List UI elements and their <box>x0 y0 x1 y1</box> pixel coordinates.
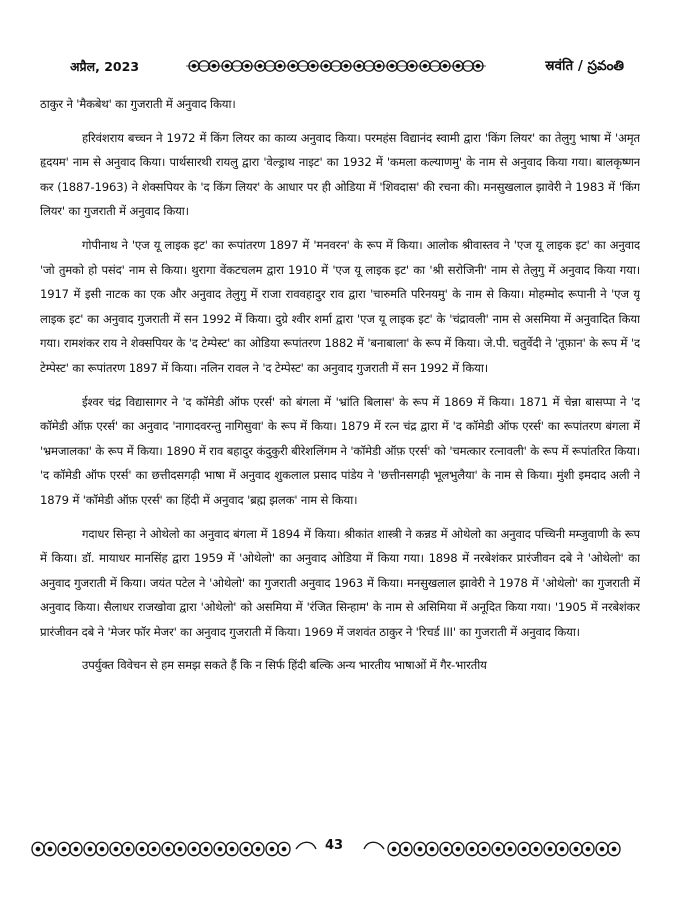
paragraph: ठाकुर ने 'मैकबेथ' का गुजराती में अनुवाद किया। <box>40 97 236 111</box>
page-number: 43 <box>325 838 344 853</box>
article-body <box>40 92 640 812</box>
issue-date: अप्रैल, 2023 <box>70 59 140 74</box>
header-ornament-border <box>186 56 486 76</box>
paragraph: हरिवंशराय बच्चन ने 1972 में किंग लियर का काव्य अनुवाद किया। परमहंस विद्यानंद स्वामी द्वारा 'किंग लियर' का तेलुगु भाषा में 'अमृत हृदयम' नाम से अनुवाद किया। पार्थसारथी रायलु द्वारा 'वेल्ड्राथ नाइट' का 1932 में 'कमला कल्याणमु' के नाम से अनुवाद किया गया। बालकृष्णन कर (1887-1963) ने शेक्सपियर के 'द किंग लियर' के आधार पर ही ओडिया में 'शिवदास' की रचना की। मनसुखलाल झावेरी ने 1983 में 'किंग लियर' का गुजराती में अनुवाद किया। <box>40 130 640 219</box>
footer-ornament-left <box>30 834 320 864</box>
paragraph: गदाधर सिन्हा ने ओथेलो का अनुवाद बंगला में 1894 में किया। श्रीकांत शास्त्री ने कन्नड में ओथेलो का अनुवाद पच्चिनी मम्जुवाणी के रूप में किया। डॉ. मायाधर मानसिंह द्वारा 1959 में 'ओथेलो' का अनुवाद ओडिया में किया गया। 1898 में नरबेशंकर प्रारंजीवन दबे ने 'ओथेलो' का अनुवाद गुजराती में किया। जयंत पटेल ने 'ओथेलो' का गुजराती अनुवाद 1963 में किया। मनसुखलाल झावेरी ने 1978 में 'ओथेलो' का गुजराती में अनुवाद किया। सैलाधर राजखोवा द्वारा 'ओथेलो' को असमिया में 'रंजित सिन्हाम' के नाम से असिमिया में अनूदित किया गया। '1905 में नरबेशंकर प्रारंजीवन दबे ने 'मेजर फॉर मेजर' का अनुवाद गुजराती में किया। 1969 में जशवंत ठाकुर ने 'रिचर्ड III' का गुजराती में अनुवाद किया। <box>40 526 640 639</box>
page-footer <box>0 832 680 872</box>
paragraph: गोपीनाथ ने 'एज यू लाइक इट' का रूपांतरण 1897 में 'मनवरन' के रूप में किया। आलोक श्रीवास्तव ने 'एज यू लाइक इट' का अनुवाद 'जो तुमको हो पसंद' नाम से किया। थुरागा वेंकटचलम द्वारा 1910 में 'एज यू लाइक इट' का 'श्री सरोजिनी' नाम से तेलुगु में अनुवाद किया गया। 1917 में इसी नाटक का एक और अनुवाद तेलुगु में राजा राववहादुर राव द्वारा 'चारुमति परिनयमु' के नाम से किया। मोहम्मोद रूपानी ने 'एज यू लाइक इट' का अनुवाद गुजराती में सन 1992 में किया। दुग्रे श्वीर शर्मा द्वारा 'एज यू लाइक इट' के 'चंद्रावली' नाम से असमिया में अनुवादित किया गया। रामशंकर राय ने शेक्सपियर के 'द टेम्पेस्ट' का ओडिया रूपांतरण 1882 में 'बनाबाला' के रूप में किया। जे.पी. चतुर्वेदी ने 'तूफ़ान' के रूप में 'द टेम्पेस्ट' का रूपांतरण 1897 में किया। नलिन रावल ने 'द टेम्पेस्ट' का अनुवाद गुजराती में सन 1992 में किया। <box>40 237 640 375</box>
paragraph: उपर्युक्त विवेचन से हम समझ सकते हैं कि न सिर्फ हिंदी बल्कि अन्य भारतीय भाषाओं में गैर-भारतीय <box>82 658 487 673</box>
page-header <box>0 0 680 92</box>
paragraph: ईश्वर चंद्र विद्यासागर ने 'द कॉमेडी ऑफ एरर्स' को बंगला में 'भ्रांति बिलास' के रूप में 1869 में किया। 1871 में चेन्ना बासप्पा ने 'द कॉमेडी ऑफ़ एरर्स' का अनुवाद 'नागादवरन्तु नागिसुवा' के रूप में किया। 1879 में रत्न चंद्र द्वारा में 'द कॉमेडी ऑफ एरर्स' का रूपांतरण बंगला में 'भ्रमजालका' के रूप में किया। 1890 में राव बहादुर कंदुकुरी बीरेशलिंगम ने 'कॉमेडी ऑफ़ एरर्स' को 'चमत्कार रत्नावली' के रूप में रूपांतरित किया। 'द कॉमेडी ऑफ एरर्स' का छत्तीदसगढ़ी भाषा में अनुवाद शुकलाल प्रसाद पांडेय ने 'छत्तीनसगढ़ी भूलभुलैया' के नाम से किया। मुंशी इमदाद अली ने 1879 में 'कॉमेडी ऑफ़ एरर्स' का हिंदी में अनुवाद 'ब्रह्म झलक' नाम से किया। <box>40 394 640 507</box>
magazine-title: स्रवंति / స్రవంతి <box>545 58 624 74</box>
footer-ornament-right <box>360 834 650 864</box>
